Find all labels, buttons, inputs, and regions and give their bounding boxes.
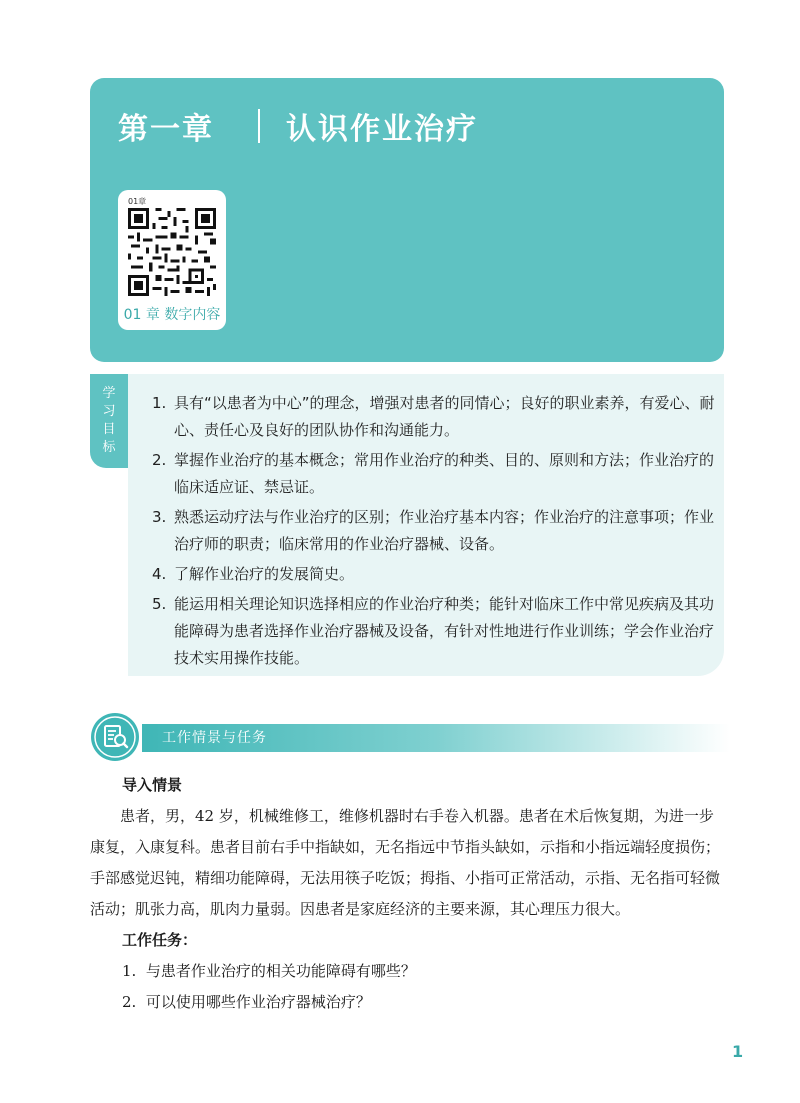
- qr-code-icon[interactable]: [128, 208, 216, 296]
- list-item: 3. 熟悉运动疗法与作业治疗的区别；作业治疗基本内容；作业治疗的注意事项；作业治疗师的职责；临床常用的作业治疗器械、设备。: [152, 508, 715, 553]
- chapter-header: [90, 78, 724, 362]
- list-item: 5. 能运用相关理论知识选择相应的作业治疗种类；能针对临床工作中常见疾病及其功能障碍为患者选择作业治疗器械及设备，有针对性地进行作业训练；学会作业治疗技术实用操作技能。: [152, 595, 715, 667]
- list-item: 1. 具有“以患者为中心”的理念，增强对患者的同情心；良好的职业素养，有爱心、耐心、责任心及良好的团队协作和沟通能力。: [152, 394, 715, 439]
- goals-tab-char: 学: [102, 386, 116, 401]
- chapter-title: [118, 106, 478, 146]
- list-item: 1. 与患者作业治疗的相关功能障碍有哪些？: [122, 962, 416, 980]
- goals-list: [146, 390, 718, 675]
- intro-paragraph: 患者，男，42 岁，机械维修工，维修机器时右手卷入机器。患者在术后恢复期，为进一步康复，入康复科。患者目前右手中指缺如，无名指远中节指头缺如，示指和小指远端轻度损伤；手部感觉迟钝，精细功能障碍，无法用筷子吃饭；拇指、小指可正常活动，示指、无名指可轻微活动；肌张力高，肌肉力量弱。因患者是家庭经济的主要来源，其心理压力很大。: [90, 807, 721, 918]
- qr-small-label: 01章: [128, 197, 147, 206]
- document-search-icon: [90, 712, 140, 762]
- list-item: 2. 可以使用哪些作业治疗器械治疗？: [122, 993, 371, 1011]
- goals-tab: [90, 374, 128, 468]
- goals-tab-char: 习: [102, 404, 116, 419]
- section-label: 工作情景与任务: [162, 730, 267, 746]
- qr-card[interactable]: [118, 190, 226, 330]
- list-item: 2. 掌握作业治疗的基本概念；常用作业治疗的种类、目的、原则和方法；作业治疗的临床适应证、禁忌证。: [152, 451, 715, 496]
- list-item: 4. 了解作业治疗的发展简史。: [152, 565, 355, 583]
- chapter-number: 第一章: [118, 112, 214, 147]
- title-separator: [258, 109, 260, 143]
- goals-tab-char: 标: [102, 440, 116, 455]
- goals-tab-char: 目: [102, 422, 116, 437]
- task-heading: 工作任务：: [122, 931, 198, 949]
- qr-caption[interactable]: 01 章 数字内容: [123, 307, 221, 323]
- page-number: 1: [732, 1042, 744, 1061]
- intro-heading: 导入情景: [122, 776, 183, 794]
- chapter-name: 认识作业治疗: [286, 112, 478, 147]
- section-header: [90, 712, 730, 762]
